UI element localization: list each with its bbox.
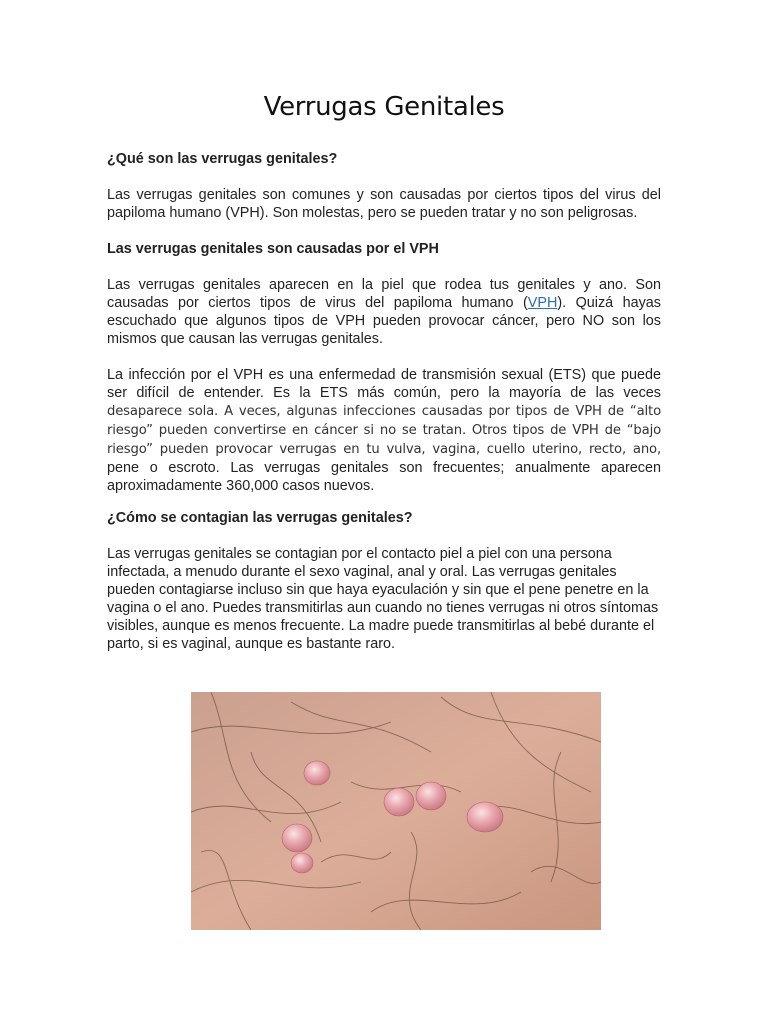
vph-link[interactable]: VPH xyxy=(527,295,558,311)
section-how-spread-body xyxy=(107,545,661,653)
section-what-are xyxy=(107,150,661,168)
document-title: Verrugas Genitales xyxy=(263,92,505,122)
paragraph xyxy=(107,366,661,495)
section-caused-by-body xyxy=(107,276,661,348)
section-caused-by xyxy=(107,240,661,258)
section-heading: Las verrugas genitales son causadas por el VPH xyxy=(107,241,439,257)
section-heading: ¿Qué son las verrugas genitales? xyxy=(107,151,338,167)
skin-image xyxy=(191,692,601,930)
section-infection xyxy=(107,366,661,495)
section-heading: ¿Cómo se contagian las verrugas genitales? xyxy=(107,510,413,526)
paragraph: Las verrugas genitales son comunes y son causadas por ciertos tipos del virus del papiloma humano (VPH). Son molestas, pero se pueden tratar y no son peligrosas. xyxy=(107,187,661,221)
paragraph-text: Las verrugas genitales aparecen en la piel que rodea tus genitales y ano. Son causadas por ciertos tipos de virus del papiloma humano ( xyxy=(107,277,661,311)
paragraph-text: La infección por el VPH es una enfermedad de transmisión sexual (ETS) que puede ser difícil de entender. Es la ETS más común, pero la mayoría de las veces xyxy=(107,367,661,401)
paragraph-text: pene o escroto. Las verrugas genitales son frecuentes; anualmente aparecen aproximadamente 360,000 casos nuevos. xyxy=(107,460,661,494)
section-what-are-body xyxy=(107,186,661,222)
section-how-spread xyxy=(107,509,661,527)
warts-photo xyxy=(191,692,601,930)
paragraph: Las verrugas genitales se contagian por el contacto piel a piel con una persona infectada, a menudo durante el sexo vaginal, anal y oral. Las verrugas genitales pueden contagiarse incluso sin que haya eyaculación y sin que el pene penetre en la vagina o el ano. Puedes transmitirlas aun cuando no tienes verrugas ni otros síntomas visibles, aunque es menos frecuente. La madre puede transmitirlas al bebé durante el parto, si es vaginal, aunque es bastante raro. xyxy=(107,546,659,652)
paragraph xyxy=(107,276,661,348)
paragraph-text: desaparece sola. A veces, algunas infecciones causadas por tipos de VPH de “alto riesgo” pueden convertirse en cáncer si no se tratan. Otros tipos de VPH de “bajo riesgo” pueden provocar verrugas en tu vulva, vagina, cuello uterino, recto, ano, xyxy=(107,404,661,457)
paragraph-text: ). Quizá hayas escuchado que algunos tipos de VPH pueden provocar cáncer, pero NO son los mismos que causan las verrugas genitales. xyxy=(107,295,662,347)
